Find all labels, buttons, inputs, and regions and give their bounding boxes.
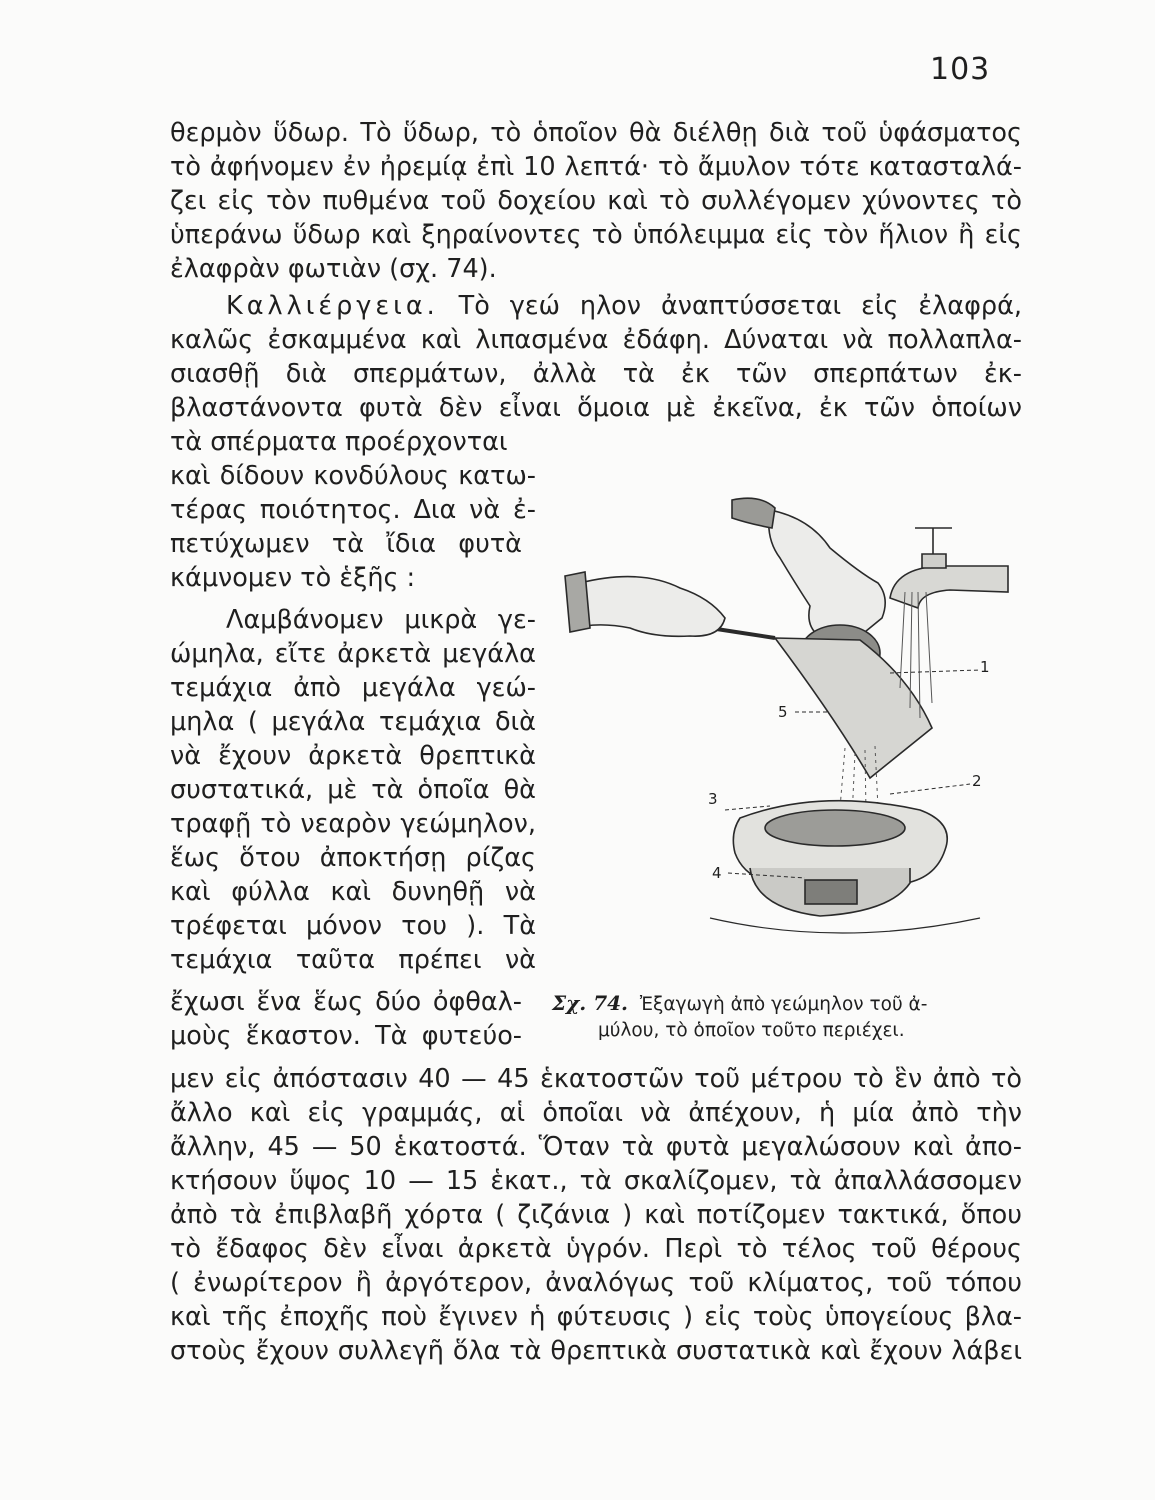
- bowl-contents: [765, 810, 905, 846]
- text-line: ἀπὸ τὰ ἐπιβλαβῆ χόρτα ( ζιζάνια ) καὶ ποτίζομεν τακτικά, ὅπου: [170, 1200, 1022, 1230]
- text-line: ζει εἰς τὸν πυθμένα τοῦ δοχείου καὶ τὸ συλλέγομεν χύνοντες τὸ: [170, 186, 1022, 216]
- text-line: τεμάχια ταῦτα πρέπει νὰ: [170, 945, 536, 975]
- text-line: θερμὸν ὕδωρ. Τὸ ὕδωρ, τὸ ὁποῖον θὰ διέλθῃ διὰ τοῦ ὑφάσματος: [170, 118, 1022, 148]
- caption-line-1: [552, 990, 1027, 1018]
- text-line: συστατικά, μὲ τὰ ὁποῖα θὰ: [170, 775, 536, 805]
- faucet: [890, 566, 1008, 608]
- text-line: κάμνομεν τὸ ἑξῆς :: [170, 563, 416, 593]
- text-line: μεν εἰς ἀπόστασιν 40 — 45 ἑκατοστῶν τοῦ μέτρου τὸ ἓν ἀπὸ τὸ: [170, 1064, 1022, 1094]
- figure-caption: [552, 990, 1027, 1044]
- section-first-line: [170, 290, 1022, 323]
- bowl-window: [805, 880, 857, 904]
- text-line: καὶ τῆς ἐποχῆς ποὺ ἔγινεν ἡ φύτευσις ) εἰς τοὺς ὑπογείους βλα-: [170, 1302, 1022, 1332]
- section-first-line-text: Τὸ γεώ ηλον ἀναπτύσσεται εἰς ἐλαφρά,: [458, 291, 1022, 321]
- text-line: κτήσουν ὕψος 10 — 15 ἑκατ., τὰ σκαλίζομεν, τὰ ἀπαλλάσσομεν: [170, 1166, 1022, 1196]
- text-line: ἐλαφρὰν φωτιὰν (σχ. 74).: [170, 254, 497, 284]
- text-line: τὰ σπέρματα προέρχονται: [170, 427, 508, 457]
- page-number: 103: [930, 52, 991, 87]
- text-line: ἕως ὅτου ἀποκτήσῃ ρίζας: [170, 843, 536, 873]
- text-line: τὸ ἔδαφος δὲν εἶναι ἀρκετὰ ὑγρόν. Περὶ τὸ τέλος τοῦ θέρους: [170, 1234, 1022, 1264]
- left-hand: [580, 577, 725, 637]
- figure-74: [560, 488, 1020, 958]
- text-line: ἔχωσι ἕνα ἕως δύο ὀφθαλ-: [170, 987, 522, 1017]
- text-line: τέρας ποιότητος. Δια νὰ ἐ-: [170, 495, 536, 525]
- caption-text-1: Ἐξαγωγὴ ἀπὸ γεώμηλον τοῦ ἀ-: [639, 994, 928, 1015]
- figure-illustration: [560, 488, 1020, 958]
- text-line: ἄλλο καὶ εἰς γραμμάς, αἱ ὁποῖαι νὰ ἀπέχουν, ἡ μία ἀπὸ τὴν: [170, 1098, 1022, 1128]
- text-line: ὑπεράνω ὕδωρ καὶ ξηραίνοντες τὸ ὑπόλειμμα εἰς τὸν ἥλιον ἢ εἰς: [170, 220, 1022, 250]
- text-line: νὰ ἔχουν ἀρκετὰ θρεπτικὰ: [170, 741, 536, 771]
- text-line: ἄλλην, 45 — 50 ἑκατοστά. Ὅταν τὰ φυτὰ μεγαλώσουν καὶ ἀπο-: [170, 1132, 1022, 1162]
- text-line: βλαστάνοντα φυτὰ δὲν εἶναι ὅμοια μὲ ἐκεῖνα, ἐκ τῶν ὁποίων: [170, 393, 1022, 423]
- text-line: τὸ ἀφήνομεν ἐν ἠρεμίᾳ ἐπὶ 10 λεπτά· τὸ ἄμυλον τότε κατασταλά-: [170, 152, 1022, 182]
- text-line: τραφῇ τὸ νεαρὸν γεώμηλον,: [170, 809, 536, 839]
- figure-label-4: 4: [712, 864, 722, 882]
- caption-line-2: μύλου, τὸ ὁποῖον τοῦτο περιέχει.: [598, 1020, 905, 1041]
- section-heading: Καλλιέργεια.: [226, 291, 439, 321]
- text-line: στοὺς ἔχουν συλλεγῆ ὅλα τὰ θρεπτικὰ συστατικὰ καὶ ἔχουν λάβει: [170, 1336, 1022, 1366]
- text-line: ( ἐνωρίτερον ἢ ἀργότερον, ἀναλόγως τοῦ κλίματος, τοῦ τόπου: [170, 1268, 1022, 1298]
- text-line: καὶ δίδουν κονδύλους κατω-: [170, 461, 536, 491]
- text-line: καλῶς ἐσκαμμένα καὶ λιπασμένα ἐδάφη. Δύναται νὰ πολλαπλα-: [170, 325, 1022, 355]
- figure-label-5: 5: [778, 703, 788, 721]
- text-line: τρέφεται μόνον του ). Τὰ: [170, 911, 536, 941]
- text-line: ώμηλα, εἴτε ἀρκετὰ μεγάλα: [170, 639, 536, 669]
- right-hand: [769, 510, 885, 643]
- grater: [775, 638, 932, 778]
- figure-label-1: 1: [980, 658, 990, 676]
- text-line: Λαμβάνομεν μικρὰ γε-: [226, 605, 536, 635]
- caption-label: Σχ. 74.: [552, 991, 629, 1015]
- text-line: πετύχωμεν τὰ ἴδια φυτὰ: [170, 529, 522, 559]
- text-line: μηλα ( μεγάλα τεμάχια διὰ: [170, 707, 536, 737]
- figure-label-2: 2: [972, 772, 982, 790]
- text-line: καὶ φύλλα καὶ δυνηθῇ νὰ: [170, 877, 536, 907]
- figure-label-3: 3: [708, 790, 718, 808]
- text-line: τεμάχια ἀπὸ μεγάλα γεώ-: [170, 673, 536, 703]
- text-line: μοὺς ἕκαστον. Τὰ φυτεύο-: [170, 1021, 522, 1051]
- text-line: σιασθῇ διὰ σπερμάτων, ἀλλὰ τὰ ἐκ τῶν σπερπάτων ἐκ-: [170, 359, 1022, 389]
